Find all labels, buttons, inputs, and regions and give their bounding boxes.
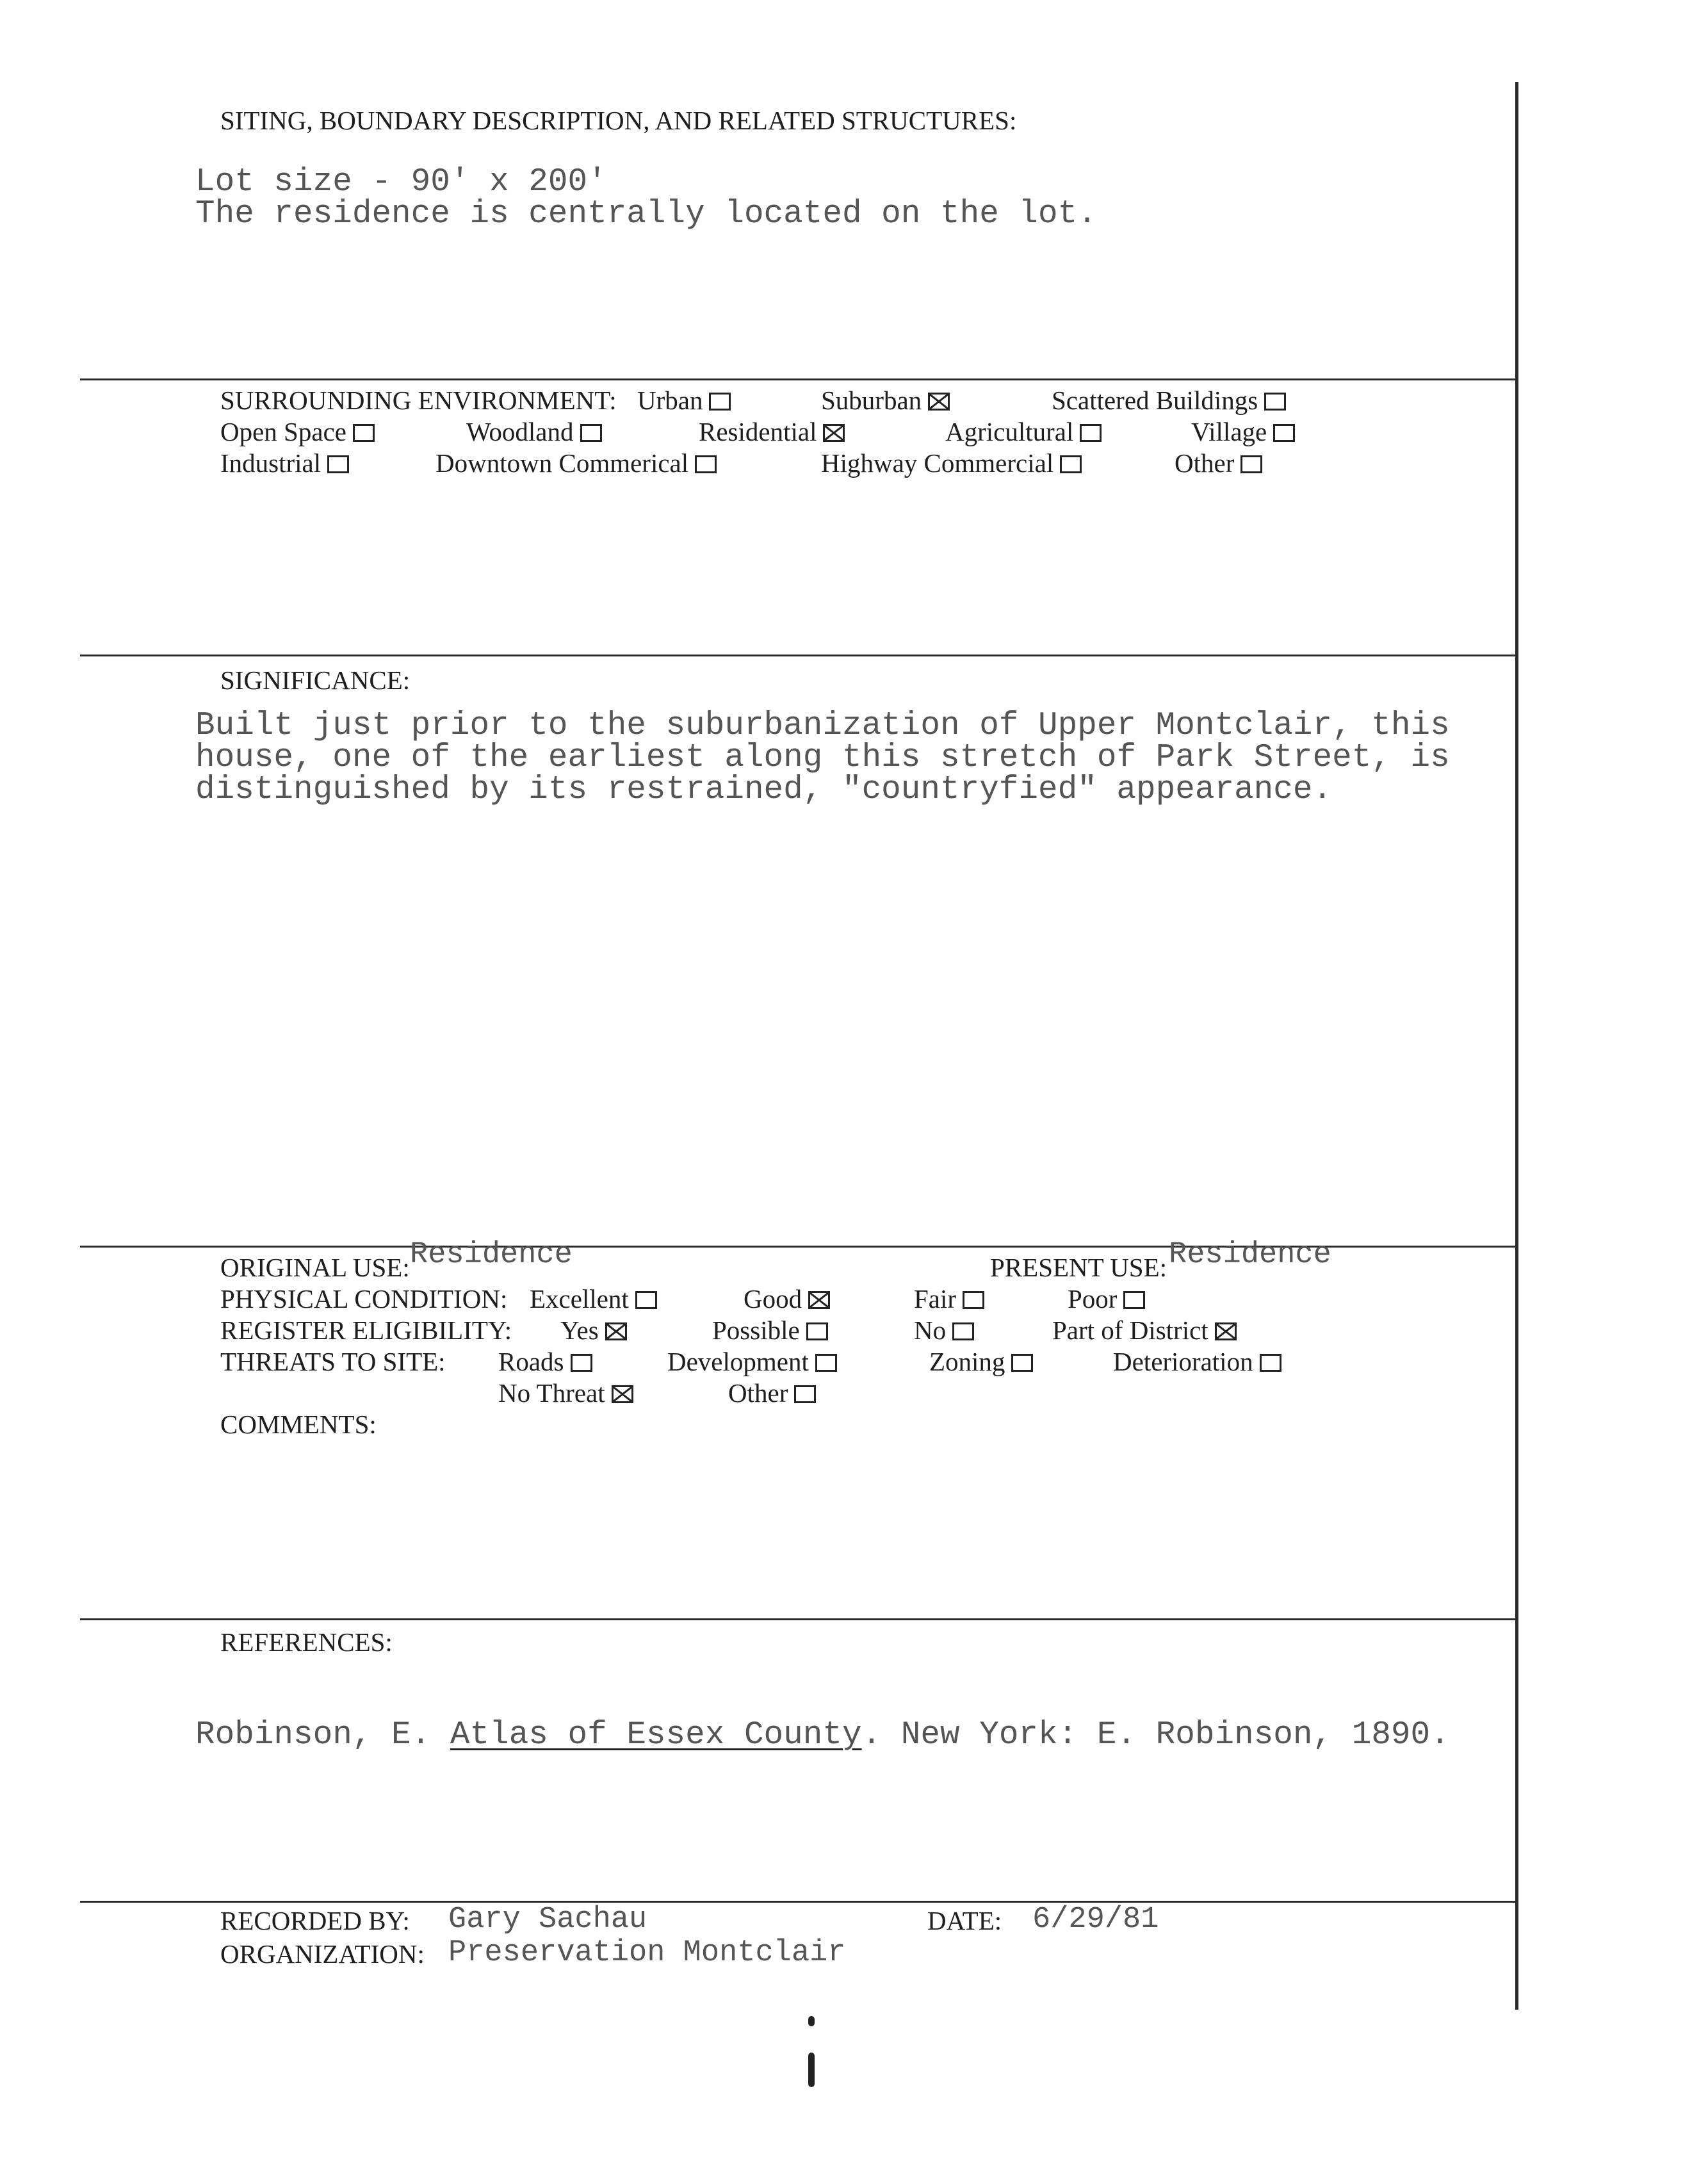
binder-hole-mark xyxy=(808,2053,815,2087)
environment-heading: SURROUNDING ENVIRONMENT: xyxy=(220,386,617,415)
option-development: Development xyxy=(667,1346,837,1377)
deterioration-checkbox[interactable] xyxy=(1260,1354,1281,1372)
threats-label: THREATS TO SITE: xyxy=(220,1347,446,1376)
original-use-label: ORIGINAL USE: xyxy=(220,1253,410,1282)
yes-checkbox[interactable] xyxy=(605,1322,627,1340)
recorded-by-value: Gary Sachau xyxy=(448,1903,647,1937)
comments-label: COMMENTS: xyxy=(220,1410,377,1439)
option-residential: Residential xyxy=(699,416,845,447)
option-other-environment: Other xyxy=(1175,448,1262,478)
roads-checkbox[interactable] xyxy=(571,1354,592,1372)
option-agricultural: Agricultural xyxy=(945,416,1102,447)
reference-title: Atlas of Essex County xyxy=(450,1717,862,1753)
significance-heading: SIGNIFICANCE: xyxy=(220,665,411,695)
present-use-label: PRESENT USE: xyxy=(990,1253,1167,1282)
recorded-by-label: RECORDED BY: xyxy=(220,1906,410,1935)
option-suburban: Suburban xyxy=(821,385,950,416)
binder-hole-mark xyxy=(808,2016,815,2026)
zoning-checkbox[interactable] xyxy=(1011,1354,1033,1372)
industrial-checkbox[interactable] xyxy=(327,455,349,473)
no-threat-checkbox[interactable] xyxy=(612,1385,633,1403)
right-margin-rule xyxy=(1515,82,1518,2010)
date-label: DATE: xyxy=(927,1906,1002,1935)
residential-checkbox[interactable] xyxy=(823,424,845,442)
significance-line: distinguished by its restrained, "countryfied" appearance. xyxy=(195,772,1333,808)
option-fair: Fair xyxy=(914,1283,984,1314)
agricultural-checkbox[interactable] xyxy=(1080,424,1102,442)
other-threat-checkbox[interactable] xyxy=(794,1385,816,1403)
option-no: No xyxy=(914,1315,974,1346)
option-good: Good xyxy=(744,1283,830,1314)
option-other-threat: Other xyxy=(728,1378,816,1408)
references-heading: REFERENCES: xyxy=(220,1627,393,1657)
highway-commercial-checkbox[interactable] xyxy=(1060,455,1082,473)
siting-heading: SITING, BOUNDARY DESCRIPTION, AND RELATED STRUCTURES: xyxy=(220,106,1017,135)
option-part-of-district: Part of District xyxy=(1052,1315,1237,1346)
urban-checkbox[interactable] xyxy=(709,393,731,411)
original-use-value: Residence xyxy=(410,1238,573,1272)
organization-value: Preservation Montclair xyxy=(448,1936,846,1970)
option-possible: Possible xyxy=(712,1315,828,1346)
option-yes: Yes xyxy=(560,1315,627,1346)
siting-text xyxy=(195,164,1097,232)
option-roads: Roads xyxy=(498,1346,592,1377)
reference-entry xyxy=(195,1717,1450,1753)
section-divider xyxy=(80,1901,1517,1903)
option-industrial: Industrial xyxy=(220,448,349,478)
suburban-checkbox[interactable] xyxy=(928,393,950,411)
downtown-commercial-checkbox[interactable] xyxy=(695,455,717,473)
option-no-threat: No Threat xyxy=(498,1378,633,1408)
possible-checkbox[interactable] xyxy=(806,1322,828,1340)
reference-publication: . New York: E. Robinson, 1890. xyxy=(861,1717,1450,1753)
siting-line: The residence is centrally located on the lot. xyxy=(195,196,1097,232)
woodland-checkbox[interactable] xyxy=(580,424,602,442)
siting-line: Lot size - 90' x 200' xyxy=(195,164,607,200)
option-highway-commercial: Highway Commercial xyxy=(821,448,1082,478)
option-village: Village xyxy=(1191,416,1295,447)
option-downtown-commercial: Downtown Commerical xyxy=(435,448,717,478)
section-divider xyxy=(80,1618,1517,1620)
development-checkbox[interactable] xyxy=(815,1354,837,1372)
significance-text xyxy=(195,710,1450,806)
significance-line: Built just prior to the suburbanization of Upper Montclair, this xyxy=(195,708,1450,744)
scattered-buildings-checkbox[interactable] xyxy=(1264,393,1286,411)
register-eligibility-label: REGISTER ELIGIBILITY: xyxy=(220,1315,512,1345)
excellent-checkbox[interactable] xyxy=(635,1291,657,1309)
part-of-district-checkbox[interactable] xyxy=(1215,1322,1237,1340)
village-checkbox[interactable] xyxy=(1273,424,1295,442)
section-divider xyxy=(80,378,1517,380)
option-zoning: Zoning xyxy=(929,1346,1033,1377)
reference-author: Robinson, E. xyxy=(195,1717,431,1753)
open-space-checkbox[interactable] xyxy=(353,424,375,442)
physical-condition-label: PHYSICAL CONDITION: xyxy=(220,1284,508,1314)
section-divider xyxy=(80,655,1517,656)
no-checkbox[interactable] xyxy=(952,1322,974,1340)
poor-checkbox[interactable] xyxy=(1123,1291,1145,1309)
significance-line: house, one of the earliest along this stretch of Park Street, is xyxy=(195,740,1450,776)
option-open-space: Open Space xyxy=(220,416,375,447)
other-environment-checkbox[interactable] xyxy=(1240,455,1262,473)
option-excellent: Excellent xyxy=(530,1283,657,1314)
option-woodland: Woodland xyxy=(466,416,602,447)
present-use-value: Residence xyxy=(1169,1238,1331,1272)
date-value: 6/29/81 xyxy=(1032,1903,1159,1937)
option-deterioration: Deterioration xyxy=(1113,1346,1281,1377)
option-scattered-buildings: Scattered Buildings xyxy=(1052,385,1286,416)
organization-label: ORGANIZATION: xyxy=(220,1939,425,1969)
option-poor: Poor xyxy=(1068,1283,1145,1314)
good-checkbox[interactable] xyxy=(808,1291,830,1309)
option-urban: Urban xyxy=(637,385,731,416)
fair-checkbox[interactable] xyxy=(963,1291,984,1309)
